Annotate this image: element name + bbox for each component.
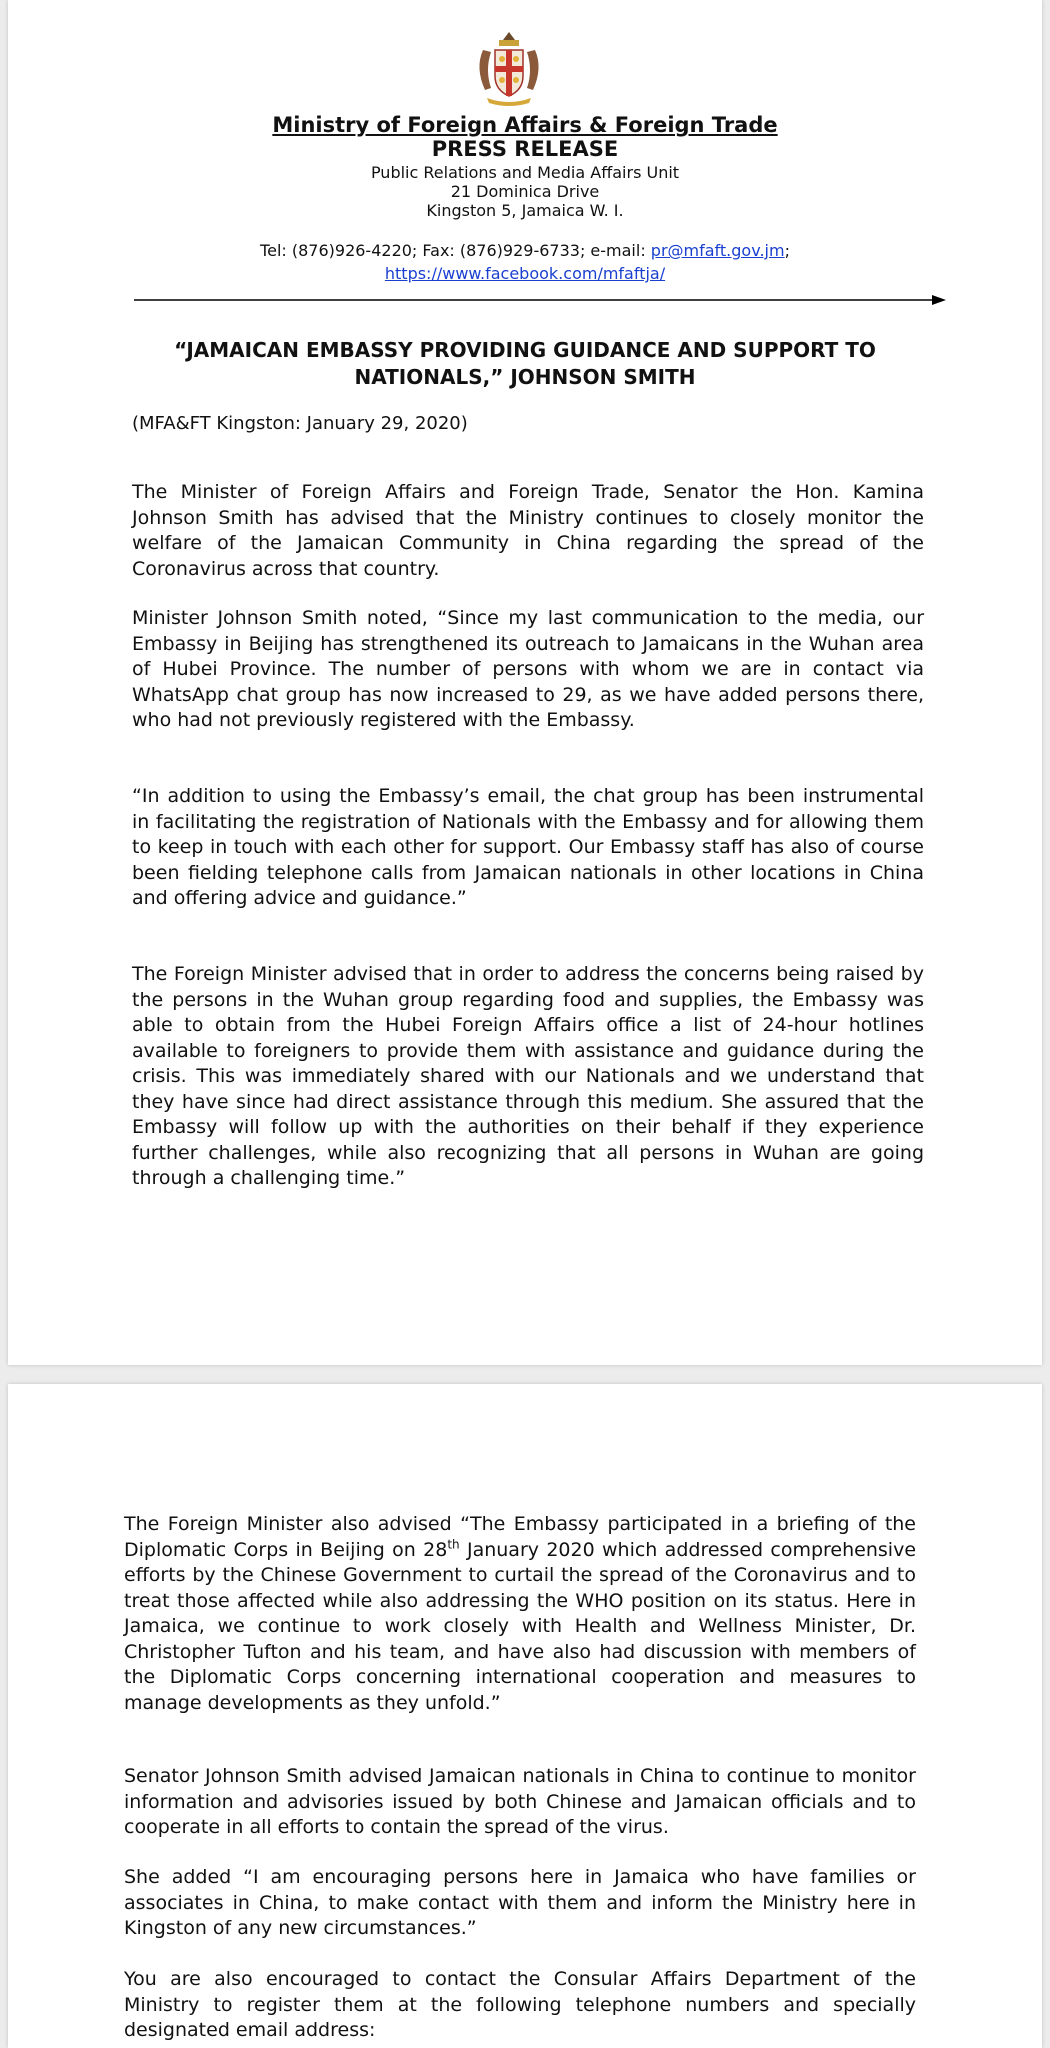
paragraph-5-start: The Foreign Minister also advised “The Embassy participated in a briefing of the Diplomatic Corps in Beijing on 28 <box>124 1513 916 1561</box>
paragraph-4: The Foreign Minister advised that in order to address the concerns being raised by the persons in the Wuhan group regarding food and supplies, the Embassy was able to obtain from the Hubei Foreign Affairs office a list of 24-hour hotlines available to foreigners to provide them with assistance and guidance during the crisis. This was immediately shared with our Nationals and we understand that they have since had direct assistance through this medium. She assured that the Embassy will follow up with the authorities on their behalf if they experience further challenges, while also recognizing that all persons in Wuhan are going through a challenging time.” <box>132 963 924 1189</box>
ministry-name: Ministry of Foreign Affairs & Foreign Trade <box>272 113 778 137</box>
paragraph-5 <box>124 1512 916 1716</box>
email-link[interactable]: pr@mfaft.gov.jm <box>650 241 785 260</box>
contact-line <box>8 241 1042 260</box>
paragraph-5-end: January 2020 which addressed comprehensive efforts by the Chinese Government to curtail the spread of the Coronavirus and to treat those affected while also addressing the WHO position on its status. Here in Jamaica, we continue to work closely with Health and Wellness Minister, Dr. Christopher Tufton and his team, and have also had discussion with members of the Diplomatic Corps concerning international cooperation and measures to manage developments as they unfold.” <box>124 1538 917 1714</box>
paragraph-8: You are also encouraged to contact the Consular Affairs Department of the Ministry to register them at the following telephone numbers and specially designated email address: <box>124 1968 916 2041</box>
paragraph-1: The Minister of Foreign Affairs and Foreign Trade, Senator the Hon. Kamina Johnson Smith has advised that the Ministry continues to closely monitor the welfare of the Jamaican Community in China regarding the spread of the Coronavirus across that country. <box>132 481 924 580</box>
dateline: (MFA&FT Kingston: January 29, 2020) <box>132 413 468 434</box>
paragraph-6: Senator Johnson Smith advised Jamaican nationals in China to continue to monitor information and advisories issued by both Chinese and Jamaican officials and to cooperate in all efforts to contain the spread of the virus. <box>124 1765 916 1838</box>
address-line-2: Kingston 5, Jamaica W. I. <box>426 201 624 220</box>
paragraph-2: Minister Johnson Smith noted, “Since my last communication to the media, our Embassy in Beijing has strengthened its outreach to Jamaicans in the Wuhan area of Hubei Province. The number of persons with whom we are in contact via WhatsApp chat group has now increased to 29, as we have added persons there, who had not previously registered with the Embassy. <box>132 607 924 731</box>
press-release-label: PRESS RELEASE <box>431 137 619 161</box>
facebook-link[interactable]: https://www.facebook.com/mfaftja/ <box>384 264 666 283</box>
ordinal-suffix: th <box>447 1537 460 1552</box>
contact-suffix: ; <box>784 241 790 260</box>
jamaica-coat-of-arms-icon <box>469 28 549 108</box>
document-page-1 <box>8 0 1042 1365</box>
address-line-1: 21 Dominica Drive <box>450 182 600 201</box>
press-release-title: “JAMAICAN EMBASSY PROVIDING GUIDANCE AND SUPPORT TO NATIONALS,” JOHNSON SMITH <box>174 338 876 389</box>
contact-phone-fax: Tel: (876)926-4220; Fax: (876)929-6733; e-mail: <box>260 241 651 260</box>
facebook-line <box>8 264 1042 283</box>
document-page-2 <box>8 1384 1042 2048</box>
paragraph-7: She added “I am encouraging persons here in Jamaica who have families or associates in China, to make contact with them and inform the Ministry here in Kingston of any new circumstances.” <box>124 1866 916 1939</box>
unit-name: Public Relations and Media Affairs Unit <box>370 163 680 182</box>
paragraph-3: “In addition to using the Embassy’s email, the chat group has been instrumental in facilitating the registration of Nationals with the Embassy and for allowing them to keep in touch with each other for support. Our Embassy staff has also of course been fielding telephone calls from Jamaican nationals in other locations in China and offering advice and guidance.” <box>132 785 924 909</box>
divider-arrow <box>134 293 946 307</box>
